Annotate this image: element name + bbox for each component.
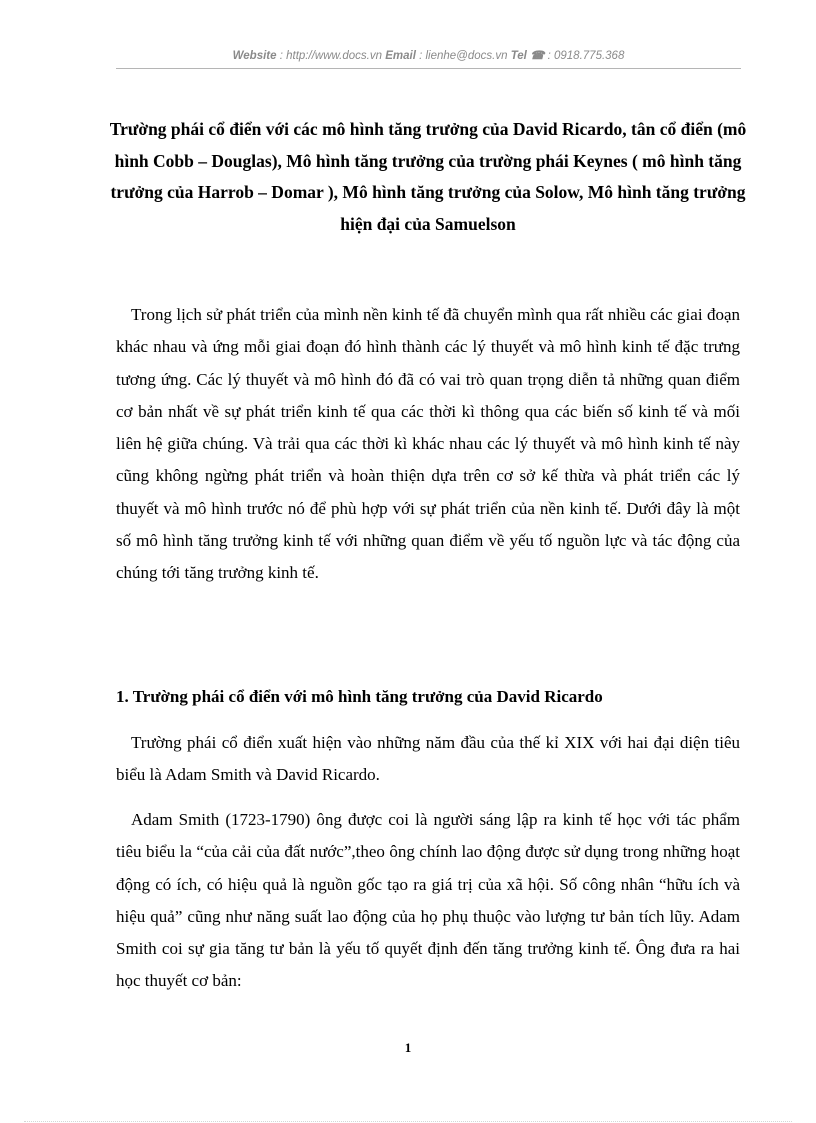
- page-number: 1: [404, 1040, 412, 1055]
- tel-label: Tel ☎: [510, 50, 545, 62]
- section-1-paragraph-1: Trường phái cổ điển xuất hiện vào những năm đầu của thế kỉ XIX với hai đại diện tiêu biểu là Adam Smith và David Ricardo.: [116, 733, 740, 785]
- website-label: Website: [232, 50, 277, 62]
- footer-divider: [24, 1121, 792, 1122]
- page-header: [116, 48, 741, 62]
- tel-value: : 0918.775.368: [547, 50, 625, 62]
- section-1-paragraph-2: Adam Smith (1723-1790) ông được coi là người sáng lập ra kinh tế học với tác phẩm tiêu biểu la “của cải của đất nước”,theo ông chính lao động được sử dụng trong những hoạt động có ích, có hiệu quả là nguồn gốc tạo ra giá trị của xã hội. Số công nhân “hữu ích và hiệu quả” cũng như năng suất lao động của họ phụ thuộc vào lượng tư bản tích lũy. Adam Smith coi sự gia tăng tư bản là yếu tố quyết định đến tăng trưởng kinh tế. Ông đưa ra hai học thuyết cơ bản:: [116, 810, 740, 991]
- section-1-heading: 1. Trường phái cổ điển với mô hình tăng trưởng của David Ricardo: [116, 687, 603, 706]
- email-label: Email: [385, 50, 416, 62]
- email-value: : lienhe@docs.vn: [419, 50, 508, 62]
- header-divider: [116, 68, 741, 69]
- intro-paragraph: Trong lịch sử phát triển của mình nền kinh tế đã chuyển mình qua rất nhiều các giai đoạn khác nhau và ứng mỗi giai đoạn đó hình thành các lý thuyết và mô hình kinh tế đặc trưng tương ứng. Các lý thuyết và mô hình đó đã có vai trò quan trọng diễn tả những quan điểm cơ bản nhất về sự phát triển kinh tế qua các thời kì thông qua các biến số kinh tế và mối liên hệ giữa chúng. Và trải qua các thời kì khác nhau các lý thuyết và mô hình kinh tế này cũng không ngừng phát triển và hoàn thiện dựa trên cơ sở kế thừa và phát triển các lý thuyết và mô hình trước nó để phù hợp với sự phát triển của nền kinh tế. Dưới đây là một số mô hình tăng trưởng kinh tế với những quan điểm về yếu tố nguồn lực và tác động của chúng tới tăng trưởng kinh tế.: [116, 305, 740, 583]
- document-title: Trường phái cổ điển với các mô hình tăng trưởng của David Ricardo, tân cổ điển (mô hình Cobb – Douglas), Mô hình tăng trưởng của trường phái Keynes ( mô hình tăng trưởng của Harrob – Domar ), Mô hình tăng trưởng của Solow, Mô hình tăng trưởng hiện đại của Samuelson: [109, 119, 747, 234]
- website-value: : http://www.docs.vn: [279, 50, 382, 62]
